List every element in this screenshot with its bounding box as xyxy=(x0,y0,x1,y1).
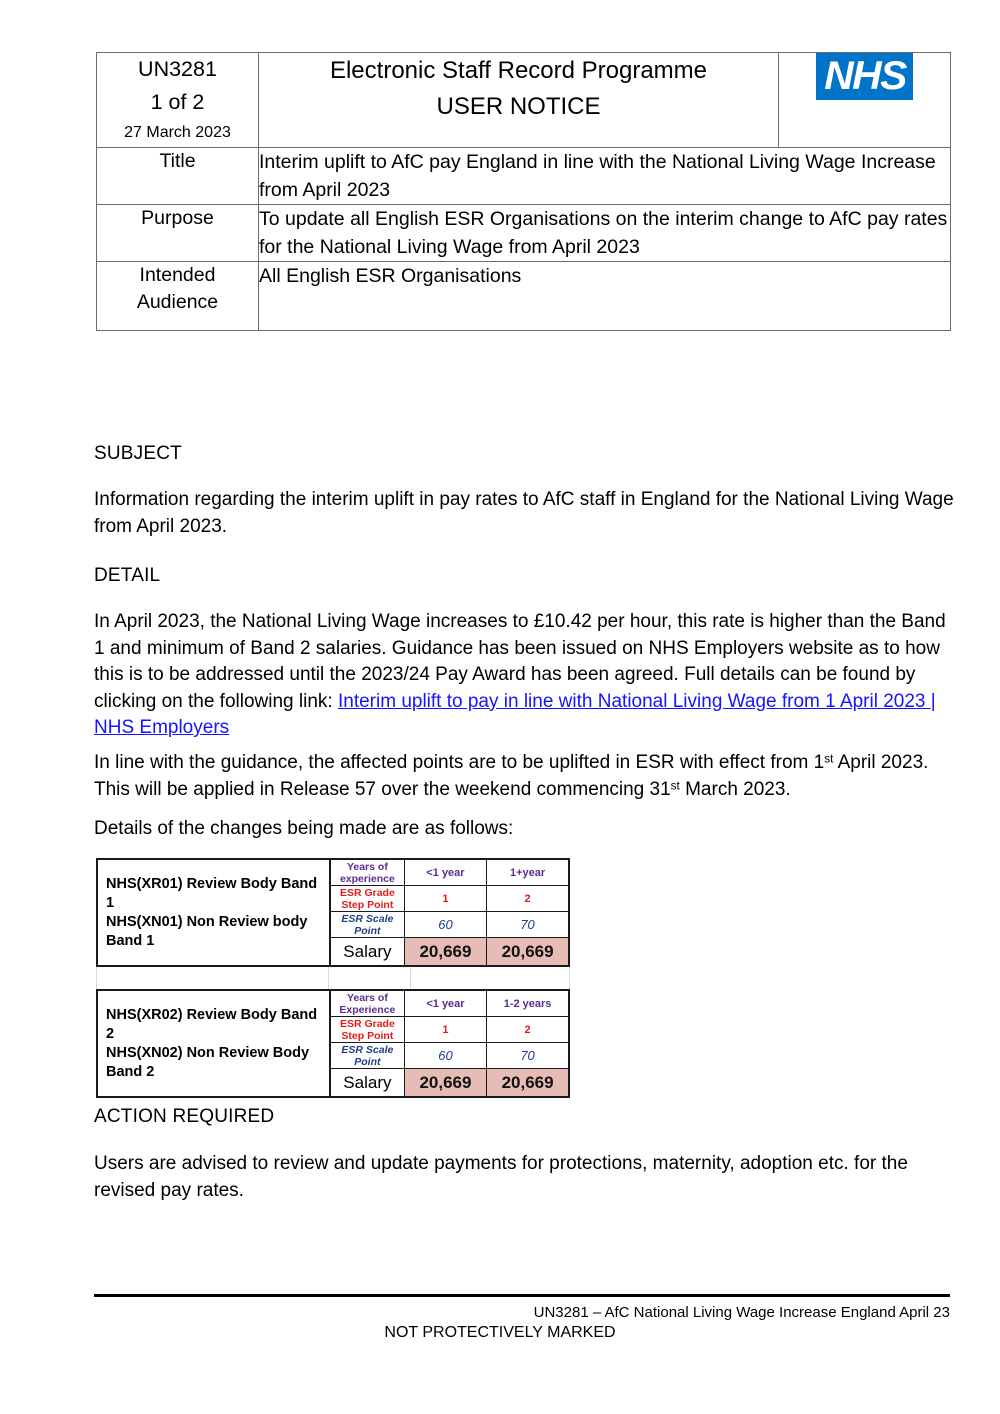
scale-value-col-1: 60 xyxy=(404,1043,486,1069)
title-row xyxy=(97,148,951,205)
subject-heading: SUBJECT xyxy=(94,443,182,464)
footer-divider xyxy=(94,1294,950,1297)
logo-cell xyxy=(779,53,951,148)
detail-p2-part3: March 2023. xyxy=(679,778,791,800)
header-row xyxy=(97,53,951,148)
attr-years-of-experience: Years of Experience xyxy=(330,990,404,1017)
years-value-col-2: 1+year xyxy=(487,859,569,886)
grade-value-col-2: 2 xyxy=(487,886,569,912)
spacer-grid-line-1 xyxy=(328,967,329,989)
band-label-line-1: NHS(XR01) Review Body Band 1 xyxy=(106,875,318,911)
spacer-grid-left xyxy=(96,967,97,989)
page-number: 1 of 2 xyxy=(150,90,205,114)
attr-years-of-experience: Years of experience xyxy=(330,859,404,886)
attr-salary: Salary xyxy=(330,1069,404,1098)
action-required-heading: ACTION REQUIRED xyxy=(94,1106,275,1127)
audience-value: All English ESR Organisations xyxy=(259,262,951,331)
pay-table-band-2 xyxy=(96,989,570,1098)
band-label-cell xyxy=(97,859,330,966)
band-label-line-2: NHS(XN02) Non Review Body Band 2 xyxy=(106,1044,310,1080)
notice-type: USER NOTICE xyxy=(436,93,601,120)
document-reference-cell xyxy=(97,53,259,148)
programme-title: Electronic Staff Record Programme xyxy=(329,57,708,84)
ordinal-suffix-1st: st xyxy=(824,752,834,766)
purpose-row xyxy=(97,205,951,262)
table-row xyxy=(97,859,569,886)
years-value-col-2: 1-2 years xyxy=(487,990,569,1017)
footer-protective-marking: NOT PROTECTIVELY MARKED xyxy=(384,1324,616,1341)
spacer-grid-right xyxy=(569,967,570,989)
detail-paragraph-3: Details of the changes being made are as follows: xyxy=(94,818,514,839)
grade-value-col-2: 2 xyxy=(487,1017,569,1043)
band-label-line-2: NHS(XN01) Non Review body Band 1 xyxy=(106,913,308,949)
document-reference: UN3281 xyxy=(138,57,217,81)
pay-changes-image xyxy=(96,858,570,1098)
subject-paragraph: Information regarding the interim uplift in pay rates to AfC staff in England for the National Living Wage from April 2023. xyxy=(94,489,954,537)
detail-p2-part2: April 2023. This will be applied in Release 57 over the weekend commencing 31 xyxy=(94,752,929,800)
scale-value-col-1: 60 xyxy=(404,912,486,938)
years-value-col-1: <1 year xyxy=(404,859,486,886)
attr-esr-scale-point: ESR Scale Point xyxy=(330,912,404,938)
purpose-label: Purpose xyxy=(97,205,259,262)
document-date: 27 March 2023 xyxy=(124,124,231,141)
detail-paragraph-1-text: In April 2023, the National Living Wage increases to £10.42 per hour, this rate is higher than the Band 1 and minimum of Band 2 salaries. Guidance has been issued on NHS Employers website as to how this is to be addressed until the 2023/24 Pay Award has been agreed. Full details can be found by clicking on the following link: xyxy=(94,611,946,712)
detail-paragraph-2 xyxy=(94,750,960,803)
attr-esr-scale-point: ESR Scale Point xyxy=(330,1043,404,1069)
spacer-grid-line-2 xyxy=(410,967,411,989)
salary-value-col-2: 20,669 xyxy=(487,938,569,967)
pay-table-band-1 xyxy=(96,858,570,967)
salary-value-col-2: 20,669 xyxy=(487,1069,569,1098)
grade-value-col-1: 1 xyxy=(404,1017,486,1043)
scale-value-col-2: 70 xyxy=(487,912,569,938)
scale-value-col-2: 70 xyxy=(487,1043,569,1069)
years-value-col-1: <1 year xyxy=(404,990,486,1017)
pay-table-spacer xyxy=(96,967,570,989)
detail-heading: DETAIL xyxy=(94,565,161,586)
grade-value-col-1: 1 xyxy=(404,886,486,912)
nhs-logo-text: NHS xyxy=(823,54,906,98)
salary-value-col-1: 20,669 xyxy=(404,938,486,967)
detail-paragraph-1 xyxy=(94,609,960,742)
attr-esr-grade-step-point: ESR Grade Step Point xyxy=(330,886,404,912)
user-notice-header-table xyxy=(96,52,951,331)
detail-p2-part1: In line with the guidance, the affected points are to be uplifted in ESR with effect from 1 xyxy=(94,752,825,773)
nhs-employers-link[interactable]: Interim uplift to pay in line with National Living Wage from 1 April 2023 | NHS Employers xyxy=(94,690,936,738)
attr-esr-grade-step-point: ESR Grade Step Point xyxy=(330,1017,404,1043)
band-label-line-1: NHS(XR02) Review Body Band 2 xyxy=(106,1006,318,1042)
programme-title-cell xyxy=(259,53,779,148)
band-label-cell xyxy=(97,990,330,1097)
title-value: Interim uplift to AfC pay England in line with the National Living Wage Increase from April 2023 xyxy=(259,148,951,205)
action-required-paragraph: Users are advised to review and update payments for protections, maternity, adoption etc. for the revised pay rates. xyxy=(94,1153,908,1201)
table-row xyxy=(97,990,569,1017)
purpose-value: To update all English ESR Organisations on the interim change to AfC pay rates for the National Living Wage from April 2023 xyxy=(259,205,951,262)
audience-label: Intended Audience xyxy=(97,262,259,331)
nhs-logo xyxy=(816,53,914,100)
audience-row xyxy=(97,262,951,331)
attr-salary: Salary xyxy=(330,938,404,967)
salary-value-col-1: 20,669 xyxy=(404,1069,486,1098)
title-label: Title xyxy=(97,148,259,205)
ordinal-suffix-31st: st xyxy=(670,779,680,793)
footer-document-reference: UN3281 – AfC National Living Wage Increase England April 23 xyxy=(533,1304,950,1321)
